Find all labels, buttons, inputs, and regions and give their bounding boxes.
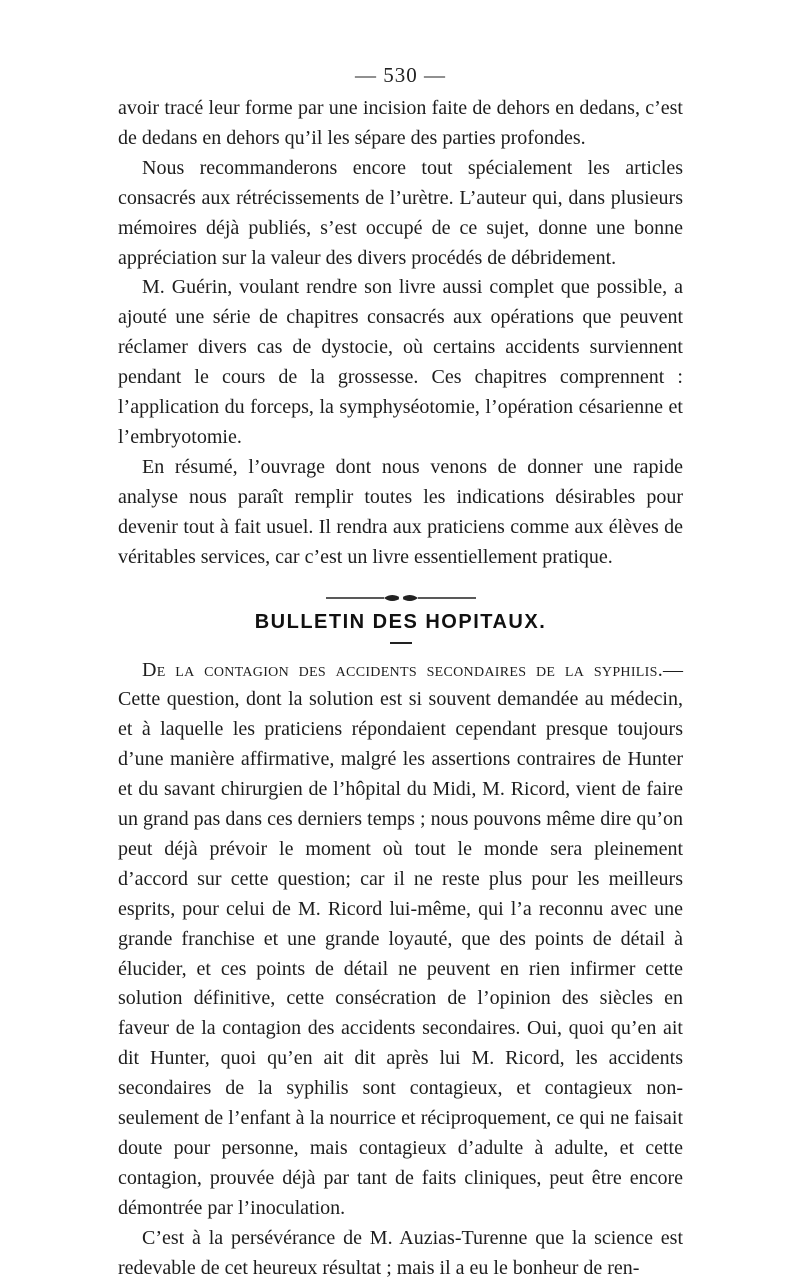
page-number: — 530 —: [355, 63, 446, 87]
paragraph-retrecissements: Nous recommanderons encore tout spécialement les articles consacrés aux rétrécissements de l’urètre. L’auteur qui, dans plusieurs mémoires déjà publiés, s’est occupé de ce sujet, donne une bonne appréciation sur la valeur des divers procédés de débridement.: [118, 156, 683, 269]
article-second-paragraph: C’est à la persévérance de M. Auzias-Turenne que la science est redevable de cet heureux résultat ; mais il a eu le bonheur de ren-: [118, 1226, 683, 1279]
short-rule-divider: [390, 642, 412, 644]
ornament-divider-icon: [326, 591, 476, 605]
section-title: BULLETIN DES HOPITAUX.: [254, 610, 547, 633]
article-first-paragraph-text: —Cette question, dont la solution est si souvent demandée au médecin, et à laquelle les praticiens répondaient cependant presque toujours d’une manière affirmative, malgré les assertions contraires de Hunter et du savant chirurgien de l’hôpital du Midi, M. Ricord, vient de faire un grand pas dans ces derniers temps ; nous pouvons même dire qu’on peut déjà prévoir le moment où tout le monde sera pleinement d’accord sur cette question; car il ne reste plus pour les meilleurs esprits, pour celui de M. Ricord lui-même, qui l’a reconnu avec une grande franchise et une grande loyauté, que des points de détail à élucider, et ces points de détail ne peuvent en rien infirmer cette solution définitive, cette consécration de l’opinion des siècles en faveur de la contagion des accidents secondaires. Oui, quoi qu’en ait dit Hunter, quoi qu’en ait dit après lui M. Ricord, les accidents secondaires de la syphilis sont contagieux, et contagieux non-seulement de l’enfant à la nourrice et réciproquement, ce qui ne faisait doute pour personne, mais contagieux d’adulte à adulte, et cette contagion, prouvée déjà par tant de faits cliniques, peut être encore démontrée par l’inoculation.: [118, 658, 683, 1219]
article-heading: De la contagion des accidents secondaires de la syphilis.: [142, 658, 663, 681]
paragraph-resume: En résumé, l’ouvrage dont nous venons de donner une rapide analyse nous paraît remplir toutes les indications désirables pour devenir tout à fait usuel. Il rendra aux praticiens comme aux élèves de véritables services, car c’est un livre essentiellement pratique.: [118, 455, 683, 568]
book-page: [118, 55, 683, 1284]
article-first-paragraph: [118, 656, 683, 1224]
paragraph-continuation: avoir tracé leur forme par une incision faite de dehors en dedans, c’est de dedans en dehors qu’il les sépare des parties profondes.: [118, 97, 683, 149]
paragraph-guerin: M. Guérin, voulant rendre son livre aussi complet que possible, a ajouté une série de chapitres consacrés aux opérations que peuvent réclamer divers cas de dystocie, où certains accidents surviennent pendant le cours de la grossesse. Ces chapitres comprennent : l’application du forceps, la symphyséotomie, l’opération césarienne et l’embryotomie.: [118, 276, 683, 448]
